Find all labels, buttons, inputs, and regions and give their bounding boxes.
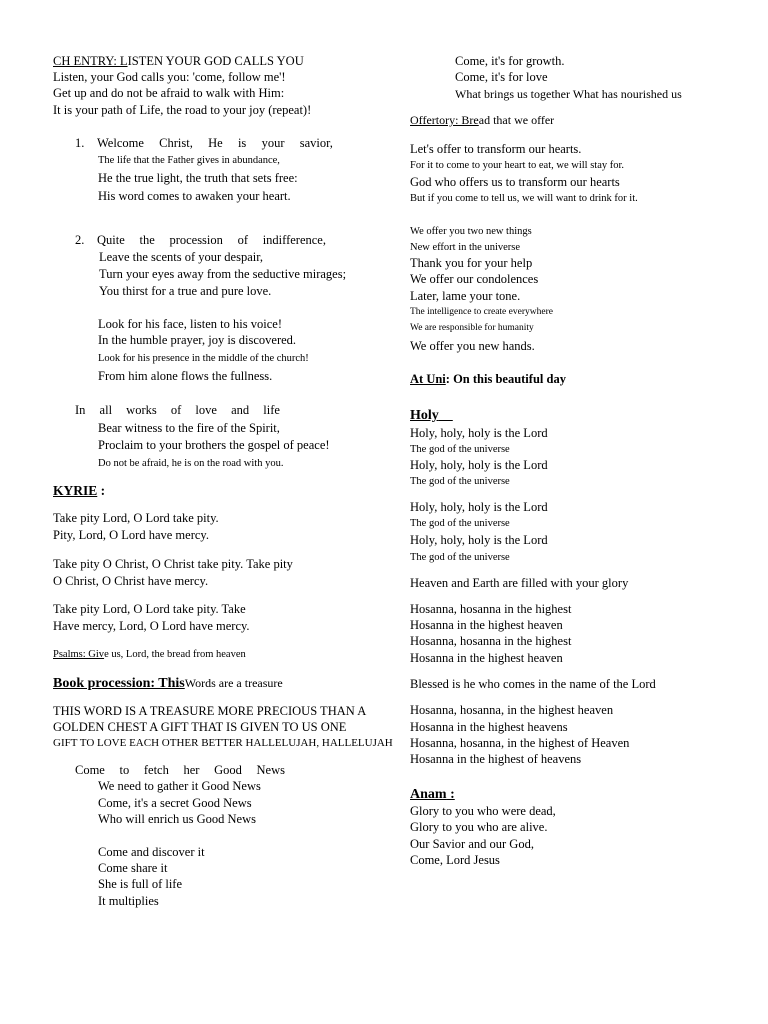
verse-line: Proclaim to your brothers the gospel of peace! <box>98 438 330 452</box>
verse-line: From him alone flows the fullness. <box>98 369 273 383</box>
holy-line: The god of the universe <box>410 476 510 487</box>
book-line: Come share it <box>98 861 168 875</box>
kyrie-title: KYRIE : <box>53 483 106 498</box>
book-procession-title: Book procession: ThisWords are a treasure <box>53 676 283 691</box>
offertory-line: The intelligence to create everywhere <box>410 307 553 317</box>
holy-line: The god of the universe <box>410 552 510 563</box>
holy-line: Hosanna in the highest heaven <box>410 651 563 665</box>
holy-line: The god of the universe <box>410 518 510 529</box>
verse-number: 2. <box>75 233 85 247</box>
book-caps-line: THIS WORD IS A TREASURE MORE PRECIOUS THAN A <box>53 704 367 718</box>
offertory-line: We offer you new hands. <box>410 339 535 353</box>
book-line: Who will enrich us Good News <box>98 812 256 826</box>
offertory-line: Later, lame your tone. <box>410 289 521 303</box>
kyrie-line: Take pity O Christ, O Christ take pity. Take pity <box>53 557 293 571</box>
verse-line: The life that the Father gives in abundance, <box>98 155 280 166</box>
offertory-line: We offer our condolences <box>410 272 539 286</box>
verse-line: Look for his presence in the middle of the church! <box>98 353 309 364</box>
verse-first-line: Welcome Christ, He is your savior, <box>97 136 333 150</box>
offertory-line: But if you come to tell us, we will want to drink for it. <box>410 193 638 204</box>
holy-line: Heaven and Earth are filled with your glory <box>410 576 629 590</box>
anam-line: Our Savior and our God, <box>410 837 534 851</box>
verse-line: His word comes to awaken your heart. <box>98 189 291 203</box>
verse-line: In the humble prayer, joy is discovered. <box>98 333 297 347</box>
song-line: What brings us together What has nourished us <box>455 87 682 101</box>
holy-line: Hosanna, hosanna, in the highest of Heaven <box>410 736 630 750</box>
verse-first-line: In all works of love and life <box>75 403 280 417</box>
offertory-label: Offertory: Bread that we offer <box>410 113 555 127</box>
book-caps-line: GOLDEN CHEST A GIFT THAT IS GIVEN TO US ONE <box>53 720 347 734</box>
verse-first-line: Quite the procession of indifference, <box>97 233 326 247</box>
holy-line: Hosanna in the highest heaven <box>410 618 563 632</box>
book-line: Come, it's a secret Good News <box>98 796 252 810</box>
holy-line: Holy, holy, holy is the Lord <box>410 426 548 440</box>
song-line: Come, it's for love <box>455 70 548 84</box>
holy-line: The god of the universe <box>410 444 510 455</box>
offertory-line: We offer you two new things <box>410 226 532 237</box>
verse-line: Turn your eyes away from the seductive mirages; <box>99 267 347 281</box>
entry-line: Listen, your God calls you: 'come, follow me'! <box>53 70 286 84</box>
kyrie-line: Take pity Lord, O Lord take pity. <box>53 511 219 525</box>
holy-line: Hosanna, hosanna, in the highest heaven <box>410 703 614 717</box>
holy-line: Hosanna in the highest of heavens <box>410 752 582 766</box>
kyrie-line: Pity, Lord, O Lord have mercy. <box>53 528 209 542</box>
entry-line: Get up and do not be afraid to walk with Him: <box>53 86 285 100</box>
anam-line: Glory to you who are alive. <box>410 820 548 834</box>
verse-line: Look for his face, listen to his voice! <box>98 317 282 331</box>
offertory-line: For it to come to your heart to eat, we will stay for. <box>410 160 625 171</box>
holy-title: Holy <box>410 408 439 423</box>
song-line: Come, it's for growth. <box>455 54 565 68</box>
entry-title: CH ENTRY: LISTEN YOUR GOD CALLS YOU <box>53 54 304 68</box>
at-uni-heading: At Uni: On this beautiful day <box>410 372 566 386</box>
verse-line: You thirst for a true and pure love. <box>99 284 272 298</box>
entry-line: It is your path of Life, the road to your joy (repeat)! <box>53 103 312 117</box>
offertory-line: New effort in the universe <box>410 242 521 253</box>
book-line: We need to gather it Good News <box>98 779 261 793</box>
psalms-label: Psalms: Give us, Lord, the bread from heaven <box>53 649 246 660</box>
kyrie-line: Take pity Lord, O Lord take pity. Take <box>53 602 246 616</box>
verse-line: He the true light, the truth that sets free: <box>98 171 298 185</box>
holy-line: Hosanna in the highest heavens <box>410 720 568 734</box>
verse-line: Do not be afraid, he is on the road with you. <box>98 458 284 469</box>
book-caps-line: GIFT TO LOVE EACH OTHER BETTER HALLELUJAH, HALLELUJAH <box>53 737 393 749</box>
book-first-line: Come to fetch her Good News <box>75 763 285 777</box>
anam-line: Come, Lord Jesus <box>410 853 500 867</box>
offertory-line: We are responsible for humanity <box>410 323 534 333</box>
holy-line: Hosanna, hosanna in the highest <box>410 602 572 616</box>
holy-line: Blessed is he who comes in the name of the Lord <box>410 677 656 691</box>
offertory-line: Thank you for your help <box>410 256 533 270</box>
kyrie-line: O Christ, O Christ have mercy. <box>53 574 209 588</box>
verse-line: Bear witness to the fire of the Spirit, <box>98 421 280 435</box>
verse-line: Leave the scents of your despair, <box>99 250 264 264</box>
verse-number: 1. <box>75 136 85 150</box>
anam-line: Glory to you who were dead, <box>410 804 556 818</box>
anam-title: Anam : <box>410 787 455 802</box>
holy-line: Holy, holy, holy is the Lord <box>410 500 548 514</box>
holy-line: Hosanna, hosanna in the highest <box>410 634 572 648</box>
offertory-line: God who offers us to transform our hearts <box>410 175 620 189</box>
book-line: Come and discover it <box>98 845 205 859</box>
book-line: She is full of life <box>98 877 183 891</box>
offertory-line: Let's offer to transform our hearts. <box>410 142 582 156</box>
kyrie-line: Have mercy, Lord, O Lord have mercy. <box>53 619 250 633</box>
book-line: It multiplies <box>98 894 159 908</box>
holy-line: Holy, holy, holy is the Lord <box>410 533 548 547</box>
holy-line: Holy, holy, holy is the Lord <box>410 458 548 472</box>
